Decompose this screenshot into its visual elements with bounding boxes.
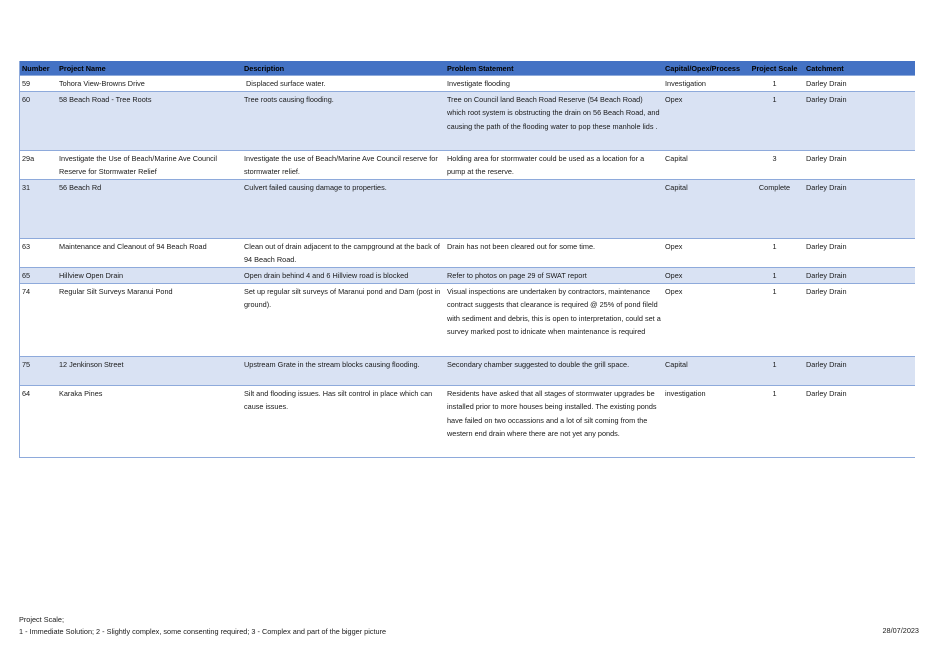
table-row: [20, 91, 915, 150]
cell-number: 75: [20, 356, 57, 385]
header-project-name: Project Name: [57, 62, 242, 76]
cell-scale: 3: [745, 150, 804, 179]
cell-scale: 1: [745, 238, 804, 267]
cell-project-name: Maintenance and Cleanout of 94 Beach Road: [57, 238, 242, 267]
cell-project-name: Hillview Open Drain: [57, 267, 242, 283]
table-row: [20, 356, 915, 385]
cell-type: Capital: [663, 356, 745, 385]
cell-type: Capital: [663, 150, 745, 179]
cell-problem-statement: Visual inspections are undertaken by contractors, maintenance contract suggests that clearance is required @ 25% of pond fileld with sediment and debris, this is open to interpretation, could set a survey marked post to idnicate when maintenance is required: [445, 283, 663, 356]
project-table-container: [19, 61, 915, 458]
cell-project-name: 56 Beach Rd: [57, 179, 242, 238]
cell-description: Displaced surface water.: [242, 76, 445, 92]
cell-number: 64: [20, 385, 57, 457]
cell-type: Opex: [663, 267, 745, 283]
cell-project-name: Investigate the Use of Beach/Marine Ave Council Reserve for Stormwater Relief: [57, 150, 242, 179]
cell-catchment: Darley Drain: [804, 283, 915, 356]
cell-catchment: Darley Drain: [804, 150, 915, 179]
cell-project-name: 58 Beach Road - Tree Roots: [57, 91, 242, 150]
cell-number: 59: [20, 76, 57, 92]
header-row: [20, 62, 915, 76]
cell-project-name: Tohora View-Browns Drive: [57, 76, 242, 92]
cell-number: 29a: [20, 150, 57, 179]
cell-scale: 1: [745, 267, 804, 283]
cell-catchment: Darley Drain: [804, 179, 915, 238]
project-table: [20, 61, 915, 457]
cell-scale: 1: [745, 385, 804, 457]
table-row: [20, 179, 915, 238]
document-date: 28/07/2023: [882, 626, 919, 635]
header-type: Capital/Opex/Process: [663, 62, 745, 76]
header-description: Description: [242, 62, 445, 76]
cell-problem-statement: Holding area for stormwater could be used as a location for a pump at the reserve.: [445, 150, 663, 179]
cell-description: Open drain behind 4 and 6 Hillview road is blocked: [242, 267, 445, 283]
table-row: [20, 76, 915, 92]
cell-catchment: Darley Drain: [804, 76, 915, 92]
cell-catchment: Darley Drain: [804, 267, 915, 283]
cell-type: Investigation: [663, 76, 745, 92]
cell-catchment: Darley Drain: [804, 356, 915, 385]
cell-description: Culvert failed causing damage to properties.: [242, 179, 445, 238]
cell-catchment: Darley Drain: [804, 238, 915, 267]
cell-number: 63: [20, 238, 57, 267]
cell-number: 60: [20, 91, 57, 150]
cell-type: investigation: [663, 385, 745, 457]
cell-scale: 1: [745, 91, 804, 150]
header-problem-statement: Problem Statement: [445, 62, 663, 76]
cell-problem-statement: Refer to photos on page 29 of SWAT report: [445, 267, 663, 283]
project-scale-label: Project Scale;: [19, 615, 65, 624]
cell-problem-statement: [445, 179, 663, 238]
cell-type: Opex: [663, 91, 745, 150]
cell-problem-statement: Investigate flooding: [445, 76, 663, 92]
cell-project-name: 12 Jenkinson Street: [57, 356, 242, 385]
cell-problem-statement: Residents have asked that all stages of stormwater upgrades be installed prior to more houses being installed. The existing ponds have failed on two occassions and a lot of silt coming from the western end drain where there are not yet any ponds.: [445, 385, 663, 457]
header-catchment: Catchment: [804, 62, 915, 76]
cell-project-name: Regular Silt Surveys Maranui Pond: [57, 283, 242, 356]
cell-type: Opex: [663, 238, 745, 267]
cell-problem-statement: Drain has not been cleared out for some time.: [445, 238, 663, 267]
header-number: Number: [20, 62, 57, 76]
table-row: [20, 385, 915, 457]
cell-description: Silt and flooding issues. Has silt control in place which can cause issues.: [242, 385, 445, 457]
cell-scale: 1: [745, 76, 804, 92]
cell-description: Investigate the use of Beach/Marine Ave Council reserve for stormwater relief.: [242, 150, 445, 179]
cell-description: Tree roots causing flooding.: [242, 91, 445, 150]
cell-catchment: Darley Drain: [804, 385, 915, 457]
table-row: [20, 238, 915, 267]
cell-number: 74: [20, 283, 57, 356]
cell-catchment: Darley Drain: [804, 91, 915, 150]
cell-project-name: Karaka Pines: [57, 385, 242, 457]
table-row: [20, 283, 915, 356]
cell-description: Clean out of drain adjacent to the campground at the back of 94 Beach Road.: [242, 238, 445, 267]
table-row: [20, 267, 915, 283]
cell-problem-statement: Secondary chamber suggested to double the grill space.: [445, 356, 663, 385]
cell-number: 31: [20, 179, 57, 238]
project-scale-legend: 1 - Immediate Solution; 2 - Slightly complex, some consenting required; 3 - Complex and part of the bigger picture: [19, 627, 387, 636]
cell-scale: Complete: [745, 179, 804, 238]
cell-description: Set up regular silt surveys of Maranui pond and Dam (post in ground).: [242, 283, 445, 356]
cell-scale: 1: [745, 283, 804, 356]
cell-scale: 1: [745, 356, 804, 385]
header-project-scale: Project Scale: [745, 62, 804, 76]
cell-number: 65: [20, 267, 57, 283]
cell-problem-statement: Tree on Council land Beach Road Reserve (54 Beach Road) which root system is obstructing the drain on 56 Beach Road, and causing the path of the flooding water to pop these manhole lids .: [445, 91, 663, 150]
cell-type: Capital: [663, 179, 745, 238]
table-row: [20, 150, 915, 179]
cell-type: Opex: [663, 283, 745, 356]
cell-description: Upstream Grate in the stream blocks causing flooding.: [242, 356, 445, 385]
